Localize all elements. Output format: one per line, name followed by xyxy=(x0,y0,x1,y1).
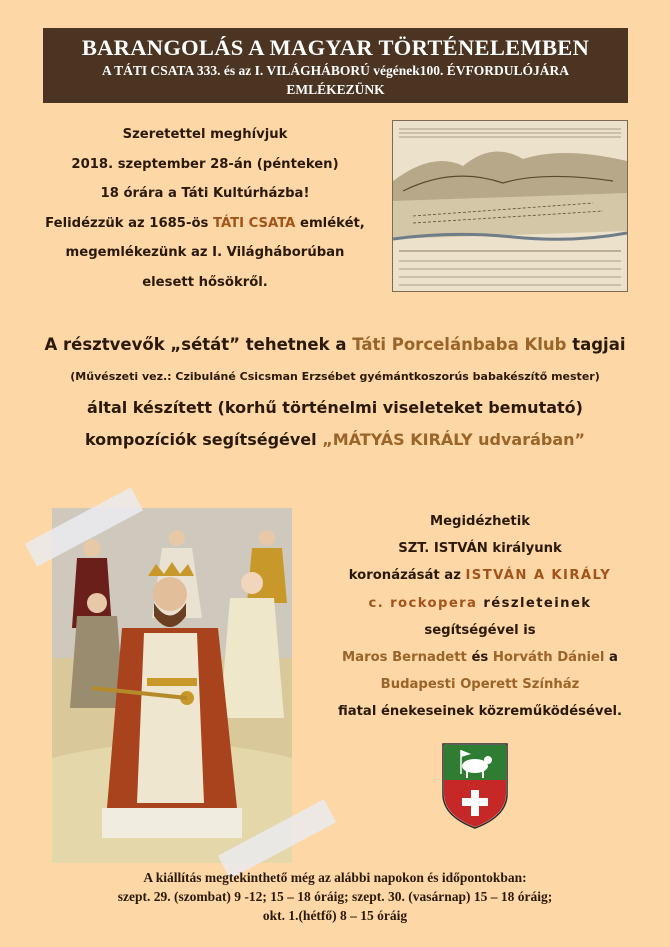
time-place-line: 18 órára a Táti Kultúrházba! xyxy=(100,186,310,201)
singer-2: Horváth Dániel xyxy=(492,650,605,666)
battle-line xyxy=(40,209,370,239)
exhibition-text xyxy=(0,330,670,456)
help-line: segítségével is xyxy=(424,622,536,638)
coat-of-arms-icon xyxy=(441,742,509,830)
opening-hours-line1: szept. 29. (szombat) 9 -12; 15 – 18 óráig; szept. 30. (vasárnap) 15 – 18 óráig; xyxy=(117,889,553,904)
dolls-illustration xyxy=(52,508,292,863)
coronation-line xyxy=(300,562,660,589)
ww1-line: megemlékezünk az I. Világháborúban xyxy=(65,245,345,260)
map-drawing xyxy=(393,121,627,291)
participants-post: tagjai xyxy=(566,335,626,354)
king-post: királyunk xyxy=(487,541,562,557)
historic-battle-map-image xyxy=(392,120,628,292)
singers-post: a xyxy=(604,650,618,666)
singer-1: Maros Bernadett xyxy=(342,650,467,666)
poster-title: BARANGOLÁS A MAGYAR TÖRTÉNELEMBEN xyxy=(81,35,590,60)
compositions-line xyxy=(0,424,670,456)
opening-hours-line2: okt. 1.(hétfő) 8 – 15 óráig xyxy=(262,908,408,923)
battle-name: TÁTI CSATA xyxy=(212,215,296,231)
poster-subtitle-line2: EMLÉKEZÜNK xyxy=(286,82,385,97)
opening-hours-title: A kiállítás megtekinthető még az alábbi napokon és időpontokban: xyxy=(143,870,527,885)
summon-line: Megidézhetik xyxy=(429,514,530,529)
participants-pre: A résztvevők „sétát” tehetnek a xyxy=(44,335,353,354)
opening-hours xyxy=(0,868,670,925)
invite-line: Szeretettel meghívjuk xyxy=(122,127,288,142)
battle-line-pre: Felidézzük az 1685-ös xyxy=(45,215,213,231)
date-line: 2018. szeptember 28-án (pénteken) xyxy=(71,156,339,172)
singers-and: és xyxy=(466,650,493,666)
king-line xyxy=(300,535,660,562)
battle-line-post: emlékét, xyxy=(295,215,365,231)
compositions-pre: kompozíciók segítségével xyxy=(84,430,323,449)
poster-subtitle-line1: A TÁTI CSATA 333. és az I. VILÁGHÁBORÚ végének100. ÉVFORDULÓJÁRA xyxy=(101,63,570,78)
club-name: Táti Porcelánbaba Klub xyxy=(352,335,567,354)
rockopera-label: c. rockopera xyxy=(368,595,478,611)
intro-text xyxy=(40,120,370,297)
photo-frame xyxy=(52,508,292,863)
rockopera-post: részleteinek xyxy=(477,595,592,611)
theatre-line xyxy=(300,671,660,698)
cooperation-line: fiatal énekeseinek közreműködésével. xyxy=(337,704,623,720)
coronation-pre: koronázását az xyxy=(348,568,466,584)
heroes-line: elesett hősökről. xyxy=(142,274,268,290)
king-name: ISTVÁN xyxy=(433,541,488,557)
crest-shape xyxy=(441,742,509,830)
made-by-line: által készített (korhű történelmi viseleteket bemutató) xyxy=(87,398,583,417)
header-banner xyxy=(43,28,628,103)
rockopera-text xyxy=(300,508,660,726)
porcelain-dolls-photo xyxy=(52,508,292,863)
participants-line xyxy=(0,330,670,360)
art-director-line: (Művészeti vez.: Czibuláné Csicsman Erzsébet gyémántkoszorús babakészítő mester) xyxy=(70,370,600,383)
king-pre: SZT. xyxy=(398,541,434,557)
theatre-name: Budapesti Operett Színház xyxy=(380,677,580,693)
rockopera-line xyxy=(300,590,660,617)
singers-line xyxy=(300,644,660,671)
opera-title: ISTVÁN A KIRÁLY xyxy=(465,568,612,584)
matyas-title: „MÁTYÁS KIRÁLY udvarában” xyxy=(322,430,586,449)
